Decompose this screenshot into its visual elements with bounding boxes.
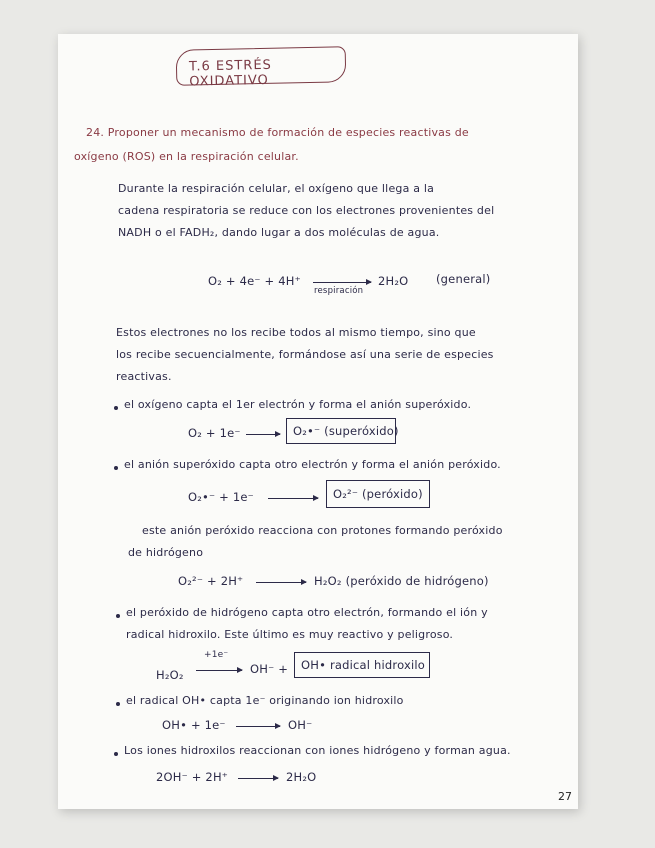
eq5-above: +1e⁻ [204,650,229,660]
eq1-left: O₂ + 4e⁻ + 4H⁺ [208,274,301,288]
eq1-right: 2H₂O [378,274,409,288]
bullet [114,466,118,470]
bullet-3-line-2: radical hidroxilo. Este último es muy reactivo y peligroso. [126,628,454,641]
intro-line-2: cadena respiratoria se reduce con los electrones provenientes del [118,204,495,217]
eq4-arrow [256,582,306,583]
eq6-right: OH⁻ [288,718,313,732]
bullet-2-text: el anión superóxido capta otro electrón y forma el anión peróxido. [124,458,501,471]
para2-line-1: Estos electrones no los recibe todos al mismo tiempo, sino que [116,326,476,339]
para3-line-1: este anión peróxido reacciona con protones formando peróxido [142,524,503,537]
eq2-box [286,418,399,444]
para3-line-2: de hidrógeno [128,546,204,559]
eq7-left: 2OH⁻ + 2H⁺ [156,770,229,784]
intro-line-3: NADH o el FADH₂, dando lugar a dos moléculas de agua. [118,226,440,239]
bullet-1-text: el oxígeno capta el 1er electrón y forma el anión superóxido. [124,398,472,411]
question-line-2: oxígeno (ROS) en la respiración celular. [74,150,299,163]
bullet [114,406,118,410]
page-title: T.6 ESTRÉS OXIDATIVO [188,57,272,90]
eq3-box-text: O₂²⁻ (peróxido) [333,487,423,501]
eq3-arrow [268,498,318,499]
eq2-arrow [246,434,280,435]
eq4-left: O₂²⁻ + 2H⁺ [178,574,244,588]
bullet [116,702,120,706]
eq1-arrow [313,282,371,283]
para2-line-3: reactivas. [116,370,172,383]
page-number: 27 [558,790,572,803]
eq1-under: respiración [314,286,364,296]
question-line-1: 24. Proponer un mecanismo de formación de especies reactivas de [86,126,469,139]
bullet [114,752,118,756]
eq1-note: (general) [436,272,491,286]
title-cloud [176,46,347,90]
eq5-arrow [196,670,242,671]
eq5-mid: OH⁻ + [250,662,289,676]
eq6-arrow [236,726,280,727]
eq7-arrow [238,778,278,779]
eq5-left: H₂O₂ [156,668,184,682]
intro-line-1: Durante la respiración celular, el oxígeno que llega a la [118,182,435,195]
eq2-box-text: O₂•⁻ (superóxido) [293,424,399,438]
para2-line-2: los recibe secuencialmente, formándose así una serie de especies [116,348,494,361]
eq4-right: H₂O₂ (peróxido de hidrógeno) [314,574,489,588]
eq6-left: OH• + 1e⁻ [162,718,226,732]
bullet-4-text: el radical OH• capta 1e⁻ originando ion hidroxilo [126,694,404,707]
eq7-right: 2H₂O [286,770,317,784]
notebook-page [58,34,578,809]
bullet [116,614,120,618]
bullet-3-line-1: el peróxido de hidrógeno capta otro electrón, formando el ión y [126,606,488,619]
eq3-left: O₂•⁻ + 1e⁻ [188,490,254,504]
eq3-box [326,480,430,508]
bullet-5-text: Los iones hidroxilos reaccionan con iones hidrógeno y forman agua. [124,744,511,757]
eq5-box-text: OH• radical hidroxilo [301,658,426,672]
eq2-left: O₂ + 1e⁻ [188,426,241,440]
eq5-box [294,652,430,678]
